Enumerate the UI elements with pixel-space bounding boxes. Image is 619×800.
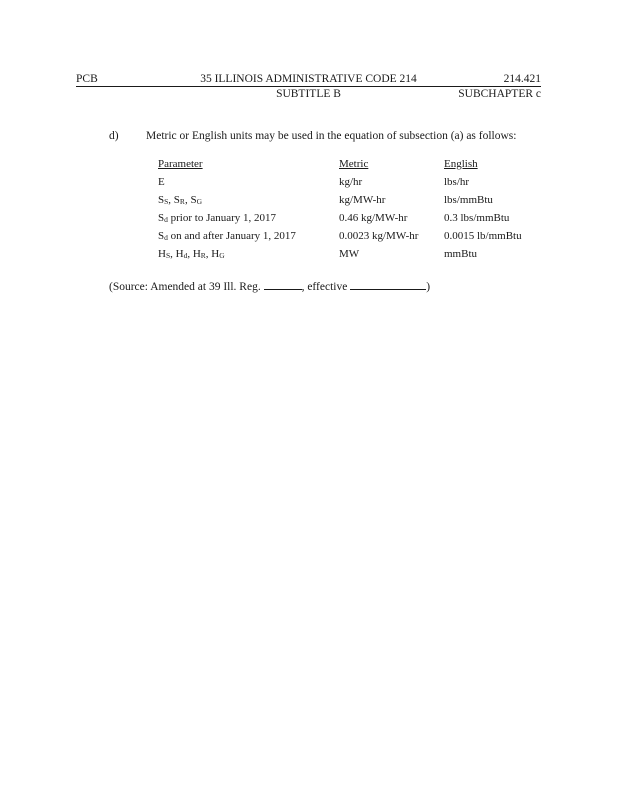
source-prefix: (Source: Amended at 39 Ill. Reg.	[109, 281, 264, 293]
header-subtitle: SUBTITLE B	[276, 88, 341, 100]
param-description: on and after January 1, 2017	[167, 230, 296, 242]
english-cell: 0.3 lbs/mmBtu	[444, 212, 510, 224]
param-subscript: d	[164, 233, 168, 242]
effective-date-blank	[350, 279, 426, 290]
param-letter: S	[158, 230, 165, 242]
header-agency: PCB	[76, 73, 98, 85]
register-page-blank	[264, 279, 302, 290]
table-row	[158, 194, 554, 212]
param-subscript: S	[165, 251, 171, 260]
source-note	[109, 279, 430, 293]
header-section-number: 214.421	[503, 73, 541, 85]
param-subscript: R	[200, 251, 206, 260]
table-header-row	[158, 158, 554, 176]
subsection-text: Metric or English units may be used in the equation of subsection (a) as follows:	[146, 130, 517, 142]
metric-cell: kg/hr	[339, 176, 363, 188]
header-row-1	[76, 73, 541, 87]
param-letter: H	[211, 248, 220, 260]
header-code-title: 35 ILLINOIS ADMINISTRATIVE CODE 214	[200, 73, 417, 85]
param-subscript: S	[164, 197, 169, 206]
param-subscript: G	[219, 251, 225, 260]
header-subchapter: SUBCHAPTER c	[458, 88, 541, 100]
english-cell: lbs/mmBtu	[444, 194, 493, 206]
parameter-cell: SS, SR, SG	[158, 194, 202, 206]
parameter-cell	[158, 230, 339, 248]
param-letter: H	[158, 248, 166, 260]
param-letter: H	[175, 248, 184, 260]
param-letter: S	[190, 194, 197, 206]
parameter-cell	[158, 212, 339, 230]
column-header-metric: Metric	[339, 158, 369, 170]
header-row-2	[76, 88, 541, 101]
table-row	[158, 230, 554, 248]
param-subscript: d	[183, 251, 188, 260]
metric-cell: 0.0023 kg/MW-hr	[339, 230, 419, 242]
param-subscript: G	[196, 197, 202, 206]
metric-cell: 0.46 kg/MW-hr	[339, 212, 408, 224]
metric-cell: MW	[339, 248, 360, 260]
source-middle: , effective	[301, 281, 351, 293]
param-subscript: R	[179, 197, 185, 206]
table-row	[158, 212, 554, 230]
parameter-cell: HS, Hd, HR, HG	[158, 248, 225, 260]
param-description: prior to January 1, 2017	[167, 212, 277, 224]
param-letter: S	[173, 194, 180, 206]
table-row	[158, 176, 554, 194]
english-cell: mmBtu	[444, 248, 478, 260]
english-cell: lbs/hr	[444, 176, 470, 188]
subsection-label: d)	[109, 130, 119, 142]
param-subscript: d	[164, 215, 168, 224]
metric-cell: kg/MW-hr	[339, 194, 386, 206]
parameter-cell: E	[158, 176, 165, 188]
english-cell: 0.0015 lb/mmBtu	[444, 230, 522, 242]
param-letter: S	[158, 212, 165, 224]
units-table	[158, 158, 554, 266]
column-header-parameter: Parameter	[158, 158, 203, 170]
table-row	[158, 248, 554, 266]
source-suffix: )	[426, 281, 431, 293]
param-letter: S	[158, 194, 165, 206]
column-header-english: English	[444, 158, 478, 170]
param-letter: H	[192, 248, 201, 260]
